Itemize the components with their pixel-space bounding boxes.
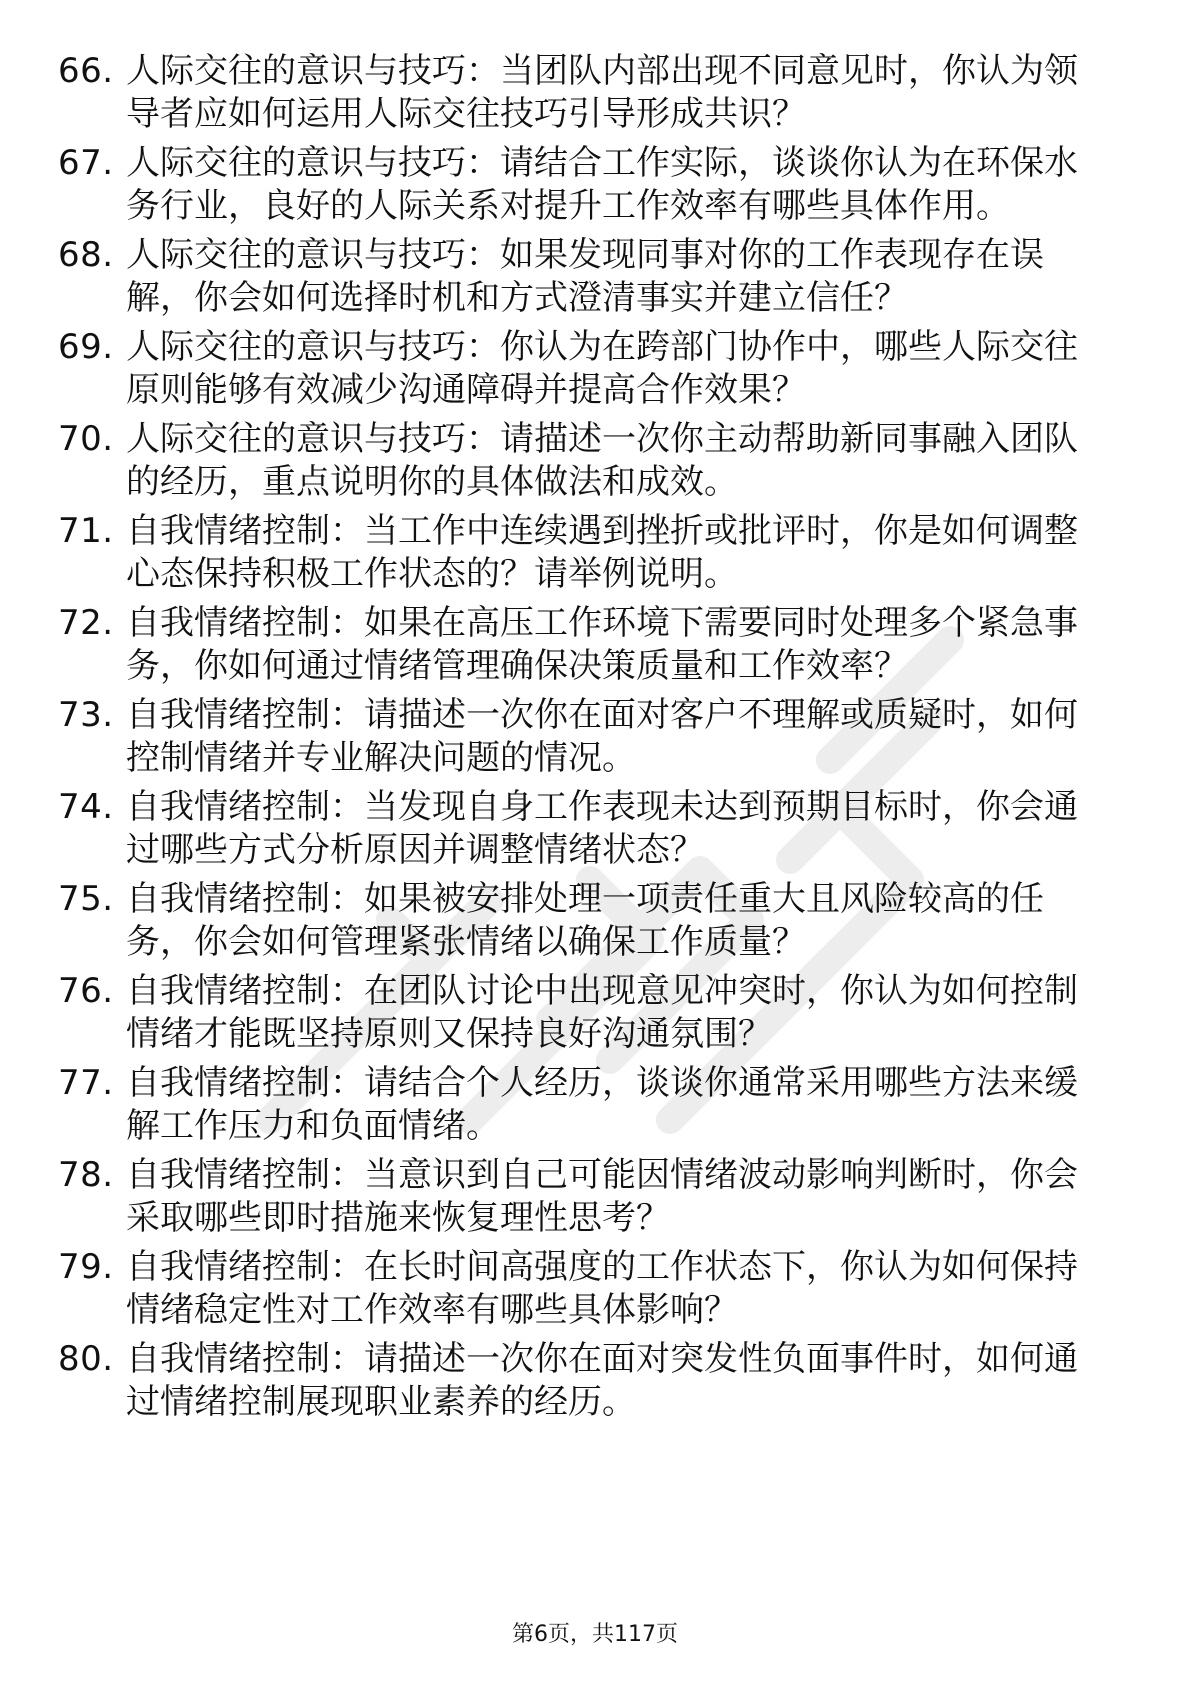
question-line: 自我情绪控制：请结合个人经历，谈谈你通常采用哪些方法来缓 <box>126 1063 1078 1103</box>
question-line: 自我情绪控制：当意识到自己可能因情绪波动影响判断时，你会 <box>126 1155 1078 1195</box>
question-number: 79. <box>58 1247 114 1287</box>
question-text <box>126 1246 1116 1332</box>
question-line: 原则能够有效减少沟通障碍并提高合作效果？ <box>126 370 806 410</box>
question-item <box>0 1154 1190 1246</box>
question-line: 过哪些方式分析原因并调整情绪状态？ <box>126 830 704 870</box>
question-text <box>126 50 1116 136</box>
question-line: 自我情绪控制：如果在高压工作环境下需要同时处理多个紧急事 <box>126 603 1078 643</box>
question-number: 69. <box>58 327 114 367</box>
question-item <box>0 602 1190 694</box>
question-number: 71. <box>58 511 114 551</box>
question-item <box>0 878 1190 970</box>
question-number: 73. <box>58 695 114 735</box>
question-line: 自我情绪控制：请描述一次你在面对客户不理解或质疑时，如何 <box>126 695 1078 735</box>
question-number: 77. <box>58 1063 114 1103</box>
question-text <box>126 602 1116 688</box>
question-number: 67. <box>58 143 114 183</box>
question-number: 75. <box>58 879 114 919</box>
question-item <box>0 50 1190 142</box>
question-line: 自我情绪控制：如果被安排处理一项责任重大且风险较高的任 <box>126 879 1044 919</box>
question-number: 76. <box>58 971 114 1011</box>
question-text <box>126 1062 1116 1148</box>
question-item <box>0 694 1190 786</box>
page-footer: 第6页，共117页 <box>512 1622 678 1647</box>
question-text <box>126 326 1116 412</box>
question-line: 自我情绪控制：当工作中连续遇到挫折或批评时，你是如何调整 <box>126 511 1078 551</box>
question-line: 采取哪些即时措施来恢复理性思考？ <box>126 1198 670 1238</box>
question-line: 人际交往的意识与技巧：请描述一次你主动帮助新同事融入团队 <box>126 419 1078 459</box>
question-number: 74. <box>58 787 114 827</box>
question-line: 务行业，良好的人际关系对提升工作效率有哪些具体作用。 <box>126 186 1010 226</box>
question-line: 自我情绪控制：请描述一次你在面对突发性负面事件时，如何通 <box>126 1339 1078 1379</box>
question-number: 70. <box>58 419 114 459</box>
question-text <box>126 878 1116 964</box>
question-line: 的经历，重点说明你的具体做法和成效。 <box>126 462 738 502</box>
question-line: 自我情绪控制：当发现自身工作表现未达到预期目标时，你会通 <box>126 787 1078 827</box>
question-text <box>126 234 1116 320</box>
question-number: 72. <box>58 603 114 643</box>
question-line: 导者应如何运用人际交往技巧引导形成共识？ <box>126 94 806 134</box>
question-line: 解，你会如何选择时机和方式澄清事实并建立信任？ <box>126 278 908 318</box>
question-item <box>0 510 1190 602</box>
question-line: 人际交往的意识与技巧：当团队内部出现不同意见时，你认为领 <box>126 51 1078 91</box>
question-number: 78. <box>58 1155 114 1195</box>
question-item <box>0 326 1190 418</box>
question-number: 68. <box>58 235 114 275</box>
question-number: 80. <box>58 1339 114 1379</box>
question-list <box>0 50 1190 1430</box>
question-item <box>0 1062 1190 1154</box>
question-line: 自我情绪控制：在长时间高强度的工作状态下，你认为如何保持 <box>126 1247 1078 1287</box>
question-line: 人际交往的意识与技巧：你认为在跨部门协作中，哪些人际交往 <box>126 327 1078 367</box>
question-text <box>126 510 1116 596</box>
question-line: 人际交往的意识与技巧：请结合工作实际，谈谈你认为在环保水 <box>126 143 1078 183</box>
question-item <box>0 1246 1190 1338</box>
question-item <box>0 418 1190 510</box>
question-line: 过情绪控制展现职业素养的经历。 <box>126 1382 636 1422</box>
question-line: 解工作压力和负面情绪。 <box>126 1106 500 1146</box>
question-item <box>0 234 1190 326</box>
question-text <box>126 1154 1116 1240</box>
question-item <box>0 142 1190 234</box>
question-text <box>126 970 1116 1056</box>
question-text <box>126 786 1116 872</box>
question-line: 人际交往的意识与技巧：如果发现同事对你的工作表现存在误 <box>126 235 1044 275</box>
question-line: 务，你如何通过情绪管理确保决策质量和工作效率？ <box>126 646 908 686</box>
question-item <box>0 1338 1190 1430</box>
question-line: 情绪稳定性对工作效率有哪些具体影响？ <box>126 1290 738 1330</box>
question-line: 自我情绪控制：在团队讨论中出现意见冲突时，你认为如何控制 <box>126 971 1078 1011</box>
question-text <box>126 694 1116 780</box>
question-line: 控制情绪并专业解决问题的情况。 <box>126 738 636 778</box>
question-item <box>0 786 1190 878</box>
question-line: 务，你会如何管理紧张情绪以确保工作质量？ <box>126 922 806 962</box>
question-item <box>0 970 1190 1062</box>
question-text <box>126 418 1116 504</box>
question-line: 情绪才能既坚持原则又保持良好沟通氛围？ <box>126 1014 772 1054</box>
question-line: 心态保持积极工作状态的？请举例说明。 <box>126 554 738 594</box>
question-text <box>126 142 1116 228</box>
question-number: 66. <box>58 51 114 91</box>
question-text <box>126 1338 1116 1424</box>
